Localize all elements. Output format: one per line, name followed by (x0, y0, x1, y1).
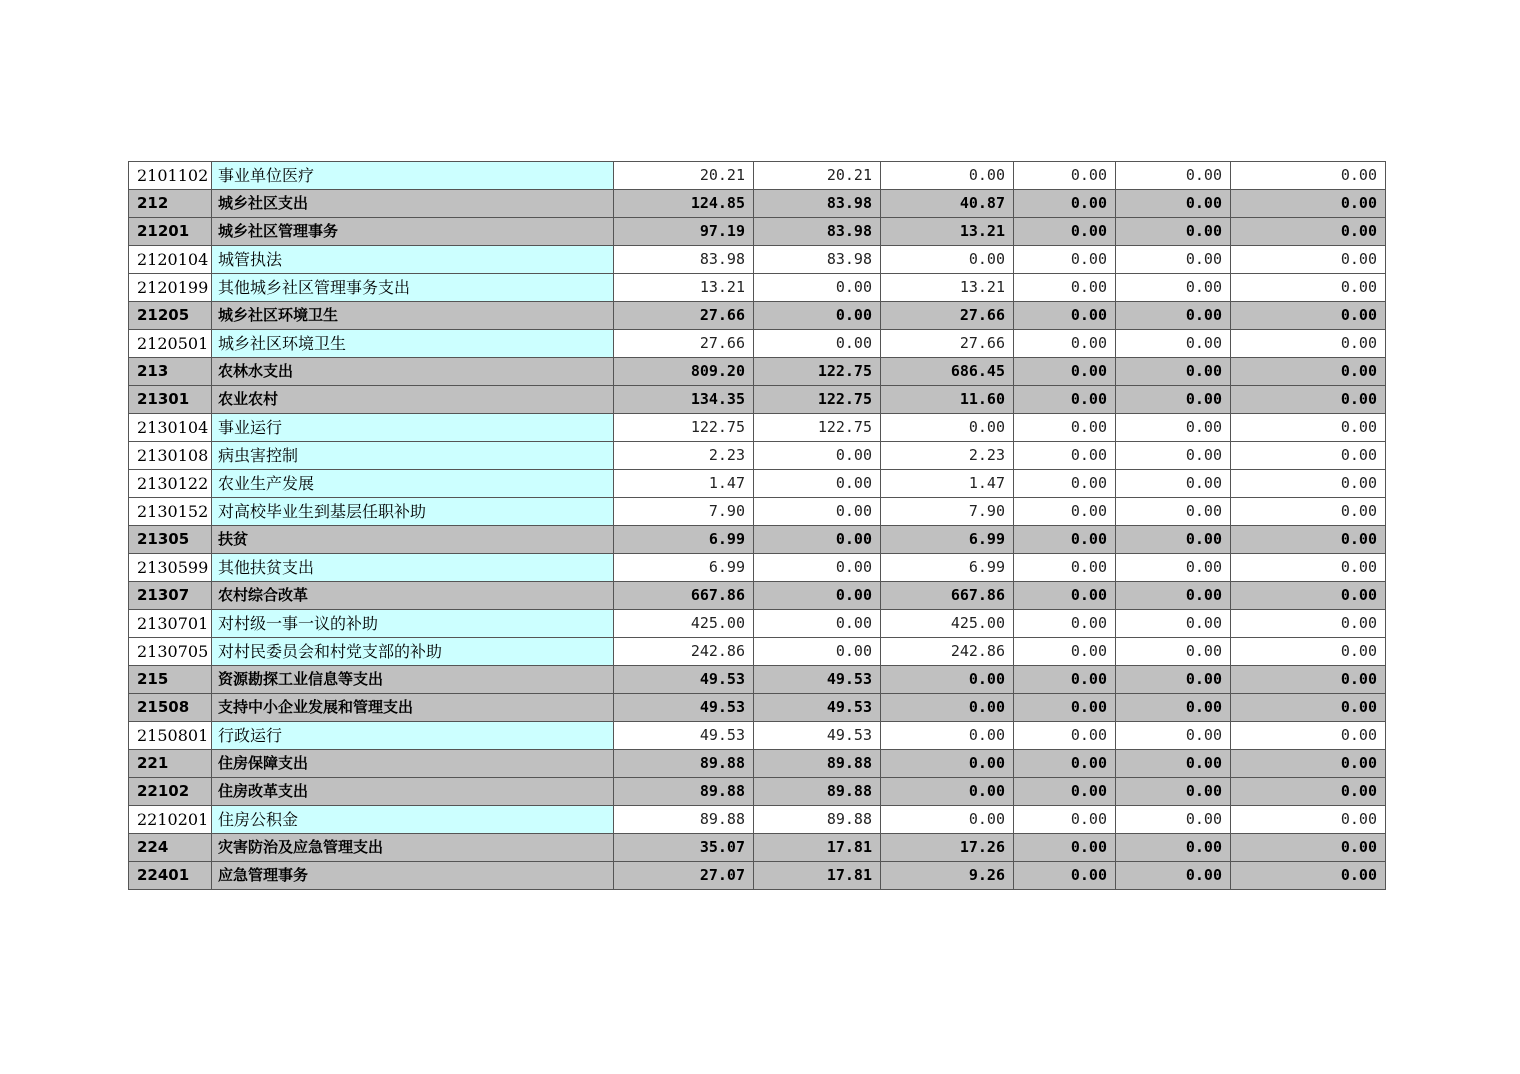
table-row (129, 750, 1386, 778)
value-cell-3: 0.00 (881, 750, 1014, 778)
value-cell-1: 122.75 (614, 414, 754, 442)
value-cell-5: 0.00 (1116, 190, 1231, 218)
table-row (129, 862, 1386, 890)
value-cell-5: 0.00 (1116, 526, 1231, 554)
value-cell-2: 49.53 (754, 666, 881, 694)
value-cell-5: 0.00 (1116, 806, 1231, 834)
account-code-cell: 21205 (129, 302, 212, 330)
value-cell-1: 6.99 (614, 526, 754, 554)
value-cell-5: 0.00 (1116, 274, 1231, 302)
value-cell-6: 0.00 (1231, 190, 1386, 218)
account-name-cell: 城乡社区管理事务 (212, 218, 614, 246)
value-cell-3: 425.00 (881, 610, 1014, 638)
value-cell-4: 0.00 (1014, 750, 1116, 778)
account-code-cell: 2130108 (129, 442, 212, 470)
value-cell-4: 0.00 (1014, 330, 1116, 358)
value-cell-1: 13.21 (614, 274, 754, 302)
account-name-cell: 农林水支出 (212, 358, 614, 386)
value-cell-6: 0.00 (1231, 806, 1386, 834)
value-cell-6: 0.00 (1231, 750, 1386, 778)
value-cell-2: 89.88 (754, 750, 881, 778)
table-row (129, 218, 1386, 246)
value-cell-6: 0.00 (1231, 358, 1386, 386)
value-cell-2: 49.53 (754, 722, 881, 750)
account-name-cell: 其他城乡社区管理事务支出 (212, 274, 614, 302)
value-cell-6: 0.00 (1231, 162, 1386, 190)
value-cell-2: 17.81 (754, 862, 881, 890)
account-code-cell: 2130122 (129, 470, 212, 498)
account-name-cell: 农村综合改革 (212, 582, 614, 610)
value-cell-2: 49.53 (754, 694, 881, 722)
table-row (129, 722, 1386, 750)
account-name-cell: 扶贫 (212, 526, 614, 554)
account-code-cell: 21307 (129, 582, 212, 610)
value-cell-4: 0.00 (1014, 554, 1116, 582)
value-cell-1: 2.23 (614, 442, 754, 470)
value-cell-6: 0.00 (1231, 274, 1386, 302)
value-cell-2: 89.88 (754, 778, 881, 806)
value-cell-5: 0.00 (1116, 554, 1231, 582)
value-cell-6: 0.00 (1231, 778, 1386, 806)
account-code-cell: 2120199 (129, 274, 212, 302)
account-name-cell: 住房公积金 (212, 806, 614, 834)
value-cell-6: 0.00 (1231, 302, 1386, 330)
account-name-cell: 对高校毕业生到基层任职补助 (212, 498, 614, 526)
value-cell-1: 667.86 (614, 582, 754, 610)
value-cell-4: 0.00 (1014, 638, 1116, 666)
value-cell-3: 6.99 (881, 526, 1014, 554)
value-cell-4: 0.00 (1014, 694, 1116, 722)
value-cell-2: 0.00 (754, 330, 881, 358)
value-cell-1: 89.88 (614, 750, 754, 778)
value-cell-5: 0.00 (1116, 610, 1231, 638)
value-cell-6: 0.00 (1231, 330, 1386, 358)
value-cell-6: 0.00 (1231, 414, 1386, 442)
value-cell-2: 0.00 (754, 274, 881, 302)
value-cell-2: 0.00 (754, 498, 881, 526)
value-cell-4: 0.00 (1014, 806, 1116, 834)
value-cell-2: 0.00 (754, 526, 881, 554)
value-cell-4: 0.00 (1014, 246, 1116, 274)
value-cell-5: 0.00 (1116, 470, 1231, 498)
value-cell-5: 0.00 (1116, 414, 1231, 442)
account-name-cell: 行政运行 (212, 722, 614, 750)
value-cell-6: 0.00 (1231, 218, 1386, 246)
account-code-cell: 221 (129, 750, 212, 778)
value-cell-1: 97.19 (614, 218, 754, 246)
value-cell-3: 27.66 (881, 330, 1014, 358)
value-cell-5: 0.00 (1116, 722, 1231, 750)
table-row (129, 554, 1386, 582)
value-cell-5: 0.00 (1116, 162, 1231, 190)
table-row (129, 526, 1386, 554)
table-row (129, 806, 1386, 834)
table-row (129, 582, 1386, 610)
value-cell-4: 0.00 (1014, 442, 1116, 470)
value-cell-3: 1.47 (881, 470, 1014, 498)
value-cell-5: 0.00 (1116, 498, 1231, 526)
value-cell-1: 6.99 (614, 554, 754, 582)
value-cell-3: 0.00 (881, 778, 1014, 806)
table-row (129, 358, 1386, 386)
value-cell-1: 242.86 (614, 638, 754, 666)
account-code-cell: 2130705 (129, 638, 212, 666)
value-cell-4: 0.00 (1014, 498, 1116, 526)
account-name-cell: 其他扶贫支出 (212, 554, 614, 582)
value-cell-2: 0.00 (754, 470, 881, 498)
table-row (129, 330, 1386, 358)
value-cell-3: 242.86 (881, 638, 1014, 666)
value-cell-6: 0.00 (1231, 498, 1386, 526)
value-cell-3: 27.66 (881, 302, 1014, 330)
value-cell-5: 0.00 (1116, 862, 1231, 890)
value-cell-3: 13.21 (881, 274, 1014, 302)
value-cell-2: 0.00 (754, 302, 881, 330)
table-row (129, 386, 1386, 414)
table-row (129, 190, 1386, 218)
value-cell-5: 0.00 (1116, 218, 1231, 246)
value-cell-6: 0.00 (1231, 554, 1386, 582)
value-cell-5: 0.00 (1116, 330, 1231, 358)
table-row (129, 498, 1386, 526)
account-name-cell: 城管执法 (212, 246, 614, 274)
account-name-cell: 灾害防治及应急管理支出 (212, 834, 614, 862)
account-code-cell: 21301 (129, 386, 212, 414)
value-cell-4: 0.00 (1014, 386, 1116, 414)
value-cell-5: 0.00 (1116, 778, 1231, 806)
value-cell-3: 40.87 (881, 190, 1014, 218)
account-name-cell: 住房改革支出 (212, 778, 614, 806)
value-cell-1: 27.66 (614, 302, 754, 330)
account-code-cell: 21201 (129, 218, 212, 246)
value-cell-4: 0.00 (1014, 358, 1116, 386)
budget-table (128, 161, 1386, 890)
value-cell-4: 0.00 (1014, 274, 1116, 302)
table-row (129, 414, 1386, 442)
value-cell-3: 13.21 (881, 218, 1014, 246)
table-body (129, 162, 1386, 890)
value-cell-1: 89.88 (614, 778, 754, 806)
value-cell-3: 0.00 (881, 806, 1014, 834)
table-row (129, 666, 1386, 694)
value-cell-1: 49.53 (614, 694, 754, 722)
account-code-cell: 2210201 (129, 806, 212, 834)
account-code-cell: 21508 (129, 694, 212, 722)
table-row (129, 610, 1386, 638)
value-cell-2: 122.75 (754, 414, 881, 442)
account-name-cell: 城乡社区环境卫生 (212, 330, 614, 358)
value-cell-5: 0.00 (1116, 834, 1231, 862)
value-cell-6: 0.00 (1231, 638, 1386, 666)
value-cell-1: 425.00 (614, 610, 754, 638)
value-cell-1: 49.53 (614, 722, 754, 750)
value-cell-5: 0.00 (1116, 246, 1231, 274)
value-cell-2: 0.00 (754, 554, 881, 582)
account-name-cell: 农业农村 (212, 386, 614, 414)
account-name-cell: 住房保障支出 (212, 750, 614, 778)
table-row (129, 302, 1386, 330)
value-cell-4: 0.00 (1014, 470, 1116, 498)
account-name-cell: 应急管理事务 (212, 862, 614, 890)
table-row (129, 638, 1386, 666)
value-cell-3: 0.00 (881, 694, 1014, 722)
value-cell-2: 122.75 (754, 358, 881, 386)
value-cell-2: 83.98 (754, 246, 881, 274)
value-cell-4: 0.00 (1014, 302, 1116, 330)
value-cell-5: 0.00 (1116, 750, 1231, 778)
table-row (129, 470, 1386, 498)
value-cell-5: 0.00 (1116, 666, 1231, 694)
value-cell-2: 0.00 (754, 582, 881, 610)
table-row (129, 246, 1386, 274)
account-code-cell: 22102 (129, 778, 212, 806)
table-row (129, 274, 1386, 302)
value-cell-4: 0.00 (1014, 862, 1116, 890)
value-cell-1: 7.90 (614, 498, 754, 526)
account-code-cell: 224 (129, 834, 212, 862)
account-name-cell: 事业运行 (212, 414, 614, 442)
value-cell-4: 0.00 (1014, 610, 1116, 638)
table-row (129, 162, 1386, 190)
account-code-cell: 215 (129, 666, 212, 694)
value-cell-1: 809.20 (614, 358, 754, 386)
value-cell-5: 0.00 (1116, 442, 1231, 470)
value-cell-2: 20.21 (754, 162, 881, 190)
value-cell-5: 0.00 (1116, 694, 1231, 722)
value-cell-4: 0.00 (1014, 414, 1116, 442)
account-code-cell: 212 (129, 190, 212, 218)
value-cell-3: 2.23 (881, 442, 1014, 470)
value-cell-1: 83.98 (614, 246, 754, 274)
value-cell-3: 17.26 (881, 834, 1014, 862)
value-cell-6: 0.00 (1231, 582, 1386, 610)
account-name-cell: 农业生产发展 (212, 470, 614, 498)
value-cell-4: 0.00 (1014, 722, 1116, 750)
value-cell-2: 83.98 (754, 190, 881, 218)
value-cell-3: 11.60 (881, 386, 1014, 414)
value-cell-2: 0.00 (754, 442, 881, 470)
value-cell-4: 0.00 (1014, 162, 1116, 190)
account-code-cell: 21305 (129, 526, 212, 554)
value-cell-3: 0.00 (881, 246, 1014, 274)
value-cell-4: 0.00 (1014, 834, 1116, 862)
value-cell-1: 49.53 (614, 666, 754, 694)
account-code-cell: 2150801 (129, 722, 212, 750)
account-name-cell: 城乡社区支出 (212, 190, 614, 218)
value-cell-1: 124.85 (614, 190, 754, 218)
value-cell-3: 0.00 (881, 414, 1014, 442)
value-cell-6: 0.00 (1231, 246, 1386, 274)
value-cell-3: 0.00 (881, 666, 1014, 694)
value-cell-3: 7.90 (881, 498, 1014, 526)
value-cell-3: 9.26 (881, 862, 1014, 890)
account-code-cell: 2130599 (129, 554, 212, 582)
value-cell-1: 1.47 (614, 470, 754, 498)
table-row (129, 778, 1386, 806)
value-cell-6: 0.00 (1231, 694, 1386, 722)
value-cell-4: 0.00 (1014, 190, 1116, 218)
account-code-cell: 2120501 (129, 330, 212, 358)
value-cell-1: 134.35 (614, 386, 754, 414)
table-row (129, 694, 1386, 722)
account-code-cell: 2130104 (129, 414, 212, 442)
value-cell-5: 0.00 (1116, 358, 1231, 386)
value-cell-4: 0.00 (1014, 218, 1116, 246)
table-row (129, 442, 1386, 470)
account-name-cell: 资源勘探工业信息等支出 (212, 666, 614, 694)
account-code-cell: 2101102 (129, 162, 212, 190)
account-name-cell: 支持中小企业发展和管理支出 (212, 694, 614, 722)
value-cell-6: 0.00 (1231, 442, 1386, 470)
value-cell-1: 35.07 (614, 834, 754, 862)
value-cell-4: 0.00 (1014, 526, 1116, 554)
value-cell-6: 0.00 (1231, 610, 1386, 638)
value-cell-1: 27.07 (614, 862, 754, 890)
value-cell-2: 0.00 (754, 638, 881, 666)
value-cell-3: 0.00 (881, 722, 1014, 750)
value-cell-4: 0.00 (1014, 666, 1116, 694)
account-code-cell: 22401 (129, 862, 212, 890)
value-cell-5: 0.00 (1116, 302, 1231, 330)
value-cell-5: 0.00 (1116, 386, 1231, 414)
account-code-cell: 2130152 (129, 498, 212, 526)
account-name-cell: 对村级一事一议的补助 (212, 610, 614, 638)
value-cell-1: 20.21 (614, 162, 754, 190)
value-cell-2: 89.88 (754, 806, 881, 834)
value-cell-6: 0.00 (1231, 862, 1386, 890)
value-cell-6: 0.00 (1231, 722, 1386, 750)
value-cell-2: 0.00 (754, 610, 881, 638)
value-cell-5: 0.00 (1116, 582, 1231, 610)
value-cell-6: 0.00 (1231, 386, 1386, 414)
value-cell-2: 83.98 (754, 218, 881, 246)
value-cell-6: 0.00 (1231, 470, 1386, 498)
account-code-cell: 2120104 (129, 246, 212, 274)
value-cell-6: 0.00 (1231, 834, 1386, 862)
value-cell-4: 0.00 (1014, 582, 1116, 610)
value-cell-1: 27.66 (614, 330, 754, 358)
account-name-cell: 对村民委员会和村党支部的补助 (212, 638, 614, 666)
value-cell-3: 667.86 (881, 582, 1014, 610)
table-row (129, 834, 1386, 862)
account-name-cell: 病虫害控制 (212, 442, 614, 470)
value-cell-5: 0.00 (1116, 638, 1231, 666)
value-cell-2: 17.81 (754, 834, 881, 862)
value-cell-3: 0.00 (881, 162, 1014, 190)
value-cell-6: 0.00 (1231, 526, 1386, 554)
account-code-cell: 213 (129, 358, 212, 386)
account-name-cell: 城乡社区环境卫生 (212, 302, 614, 330)
value-cell-3: 6.99 (881, 554, 1014, 582)
account-name-cell: 事业单位医疗 (212, 162, 614, 190)
value-cell-1: 89.88 (614, 806, 754, 834)
value-cell-2: 122.75 (754, 386, 881, 414)
account-code-cell: 2130701 (129, 610, 212, 638)
value-cell-3: 686.45 (881, 358, 1014, 386)
value-cell-4: 0.00 (1014, 778, 1116, 806)
value-cell-6: 0.00 (1231, 666, 1386, 694)
